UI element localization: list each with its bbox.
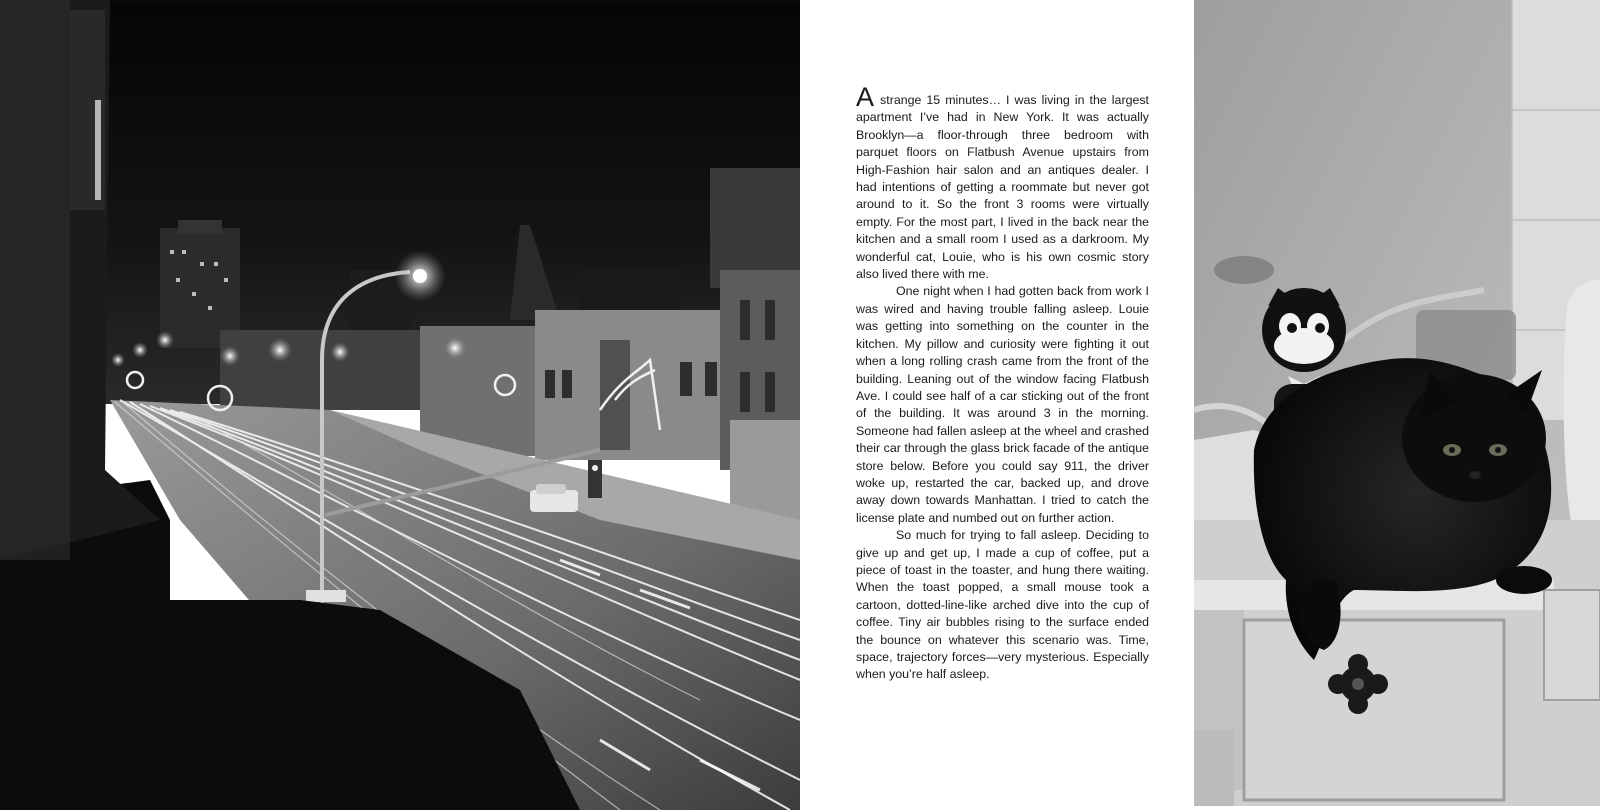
- story-paragraph-3: So much for trying to fall asleep. Deciding to give up and get up, I made a cup of coffee, put a piece of toast in the toaster, and hung there waiting. When the toast popped, a small mouse took a cartoon, dotted-line-like arched dive into the cup of coffee. Tiny air bubbles rising to the surface ended the bounce on whatever this scenario was. Time, space, trajectory forces—very mysterious. Especially when you’re half asleep.: [856, 528, 1149, 682]
- black-cat-photo: [1194, 0, 1600, 806]
- story-paragraph-2: One night when I had gotten back from work I was wired and having trouble falling asleep. Louie was getting into something on the counter in the kitchen. My pillow and curiosity were fighting it out when a long rolling crash came from the front of the building. Leaning out of the window facing Flatbush Ave. I could see half of a car sticking out of the front of the building. It was around 3 in the morning. Someone had fallen asleep at the wheel and crashed their car through the glass brick facade of the antique store below. Before you could say 911, the driver woke up, restarted the car, backed up, and drove away down towards Manhattan. I tried to catch the license plate and numbed out on further action.: [856, 284, 1149, 525]
- story-paragraph-1: [856, 82, 1149, 283]
- story-paragraph-1-text: strange 15 minutes… I was living in the largest apartment I’ve had in New York. It was actually Brooklyn—a floor-through three bedroom with parquet floors on Flatbush Avenue upstairs from High-Fashion hair salon and an antiques dealer. I had intentions of getting a roommate but never got around to it. So the front 3 rooms were virtually empty. For the most part, I lived in the back near the kitchen and a small room I used as a darkroom. My wonderful cat, Louie, who is his own cosmic story also lived there with me.: [856, 93, 1149, 282]
- drop-cap: A: [856, 82, 875, 112]
- story-text: [856, 82, 1149, 684]
